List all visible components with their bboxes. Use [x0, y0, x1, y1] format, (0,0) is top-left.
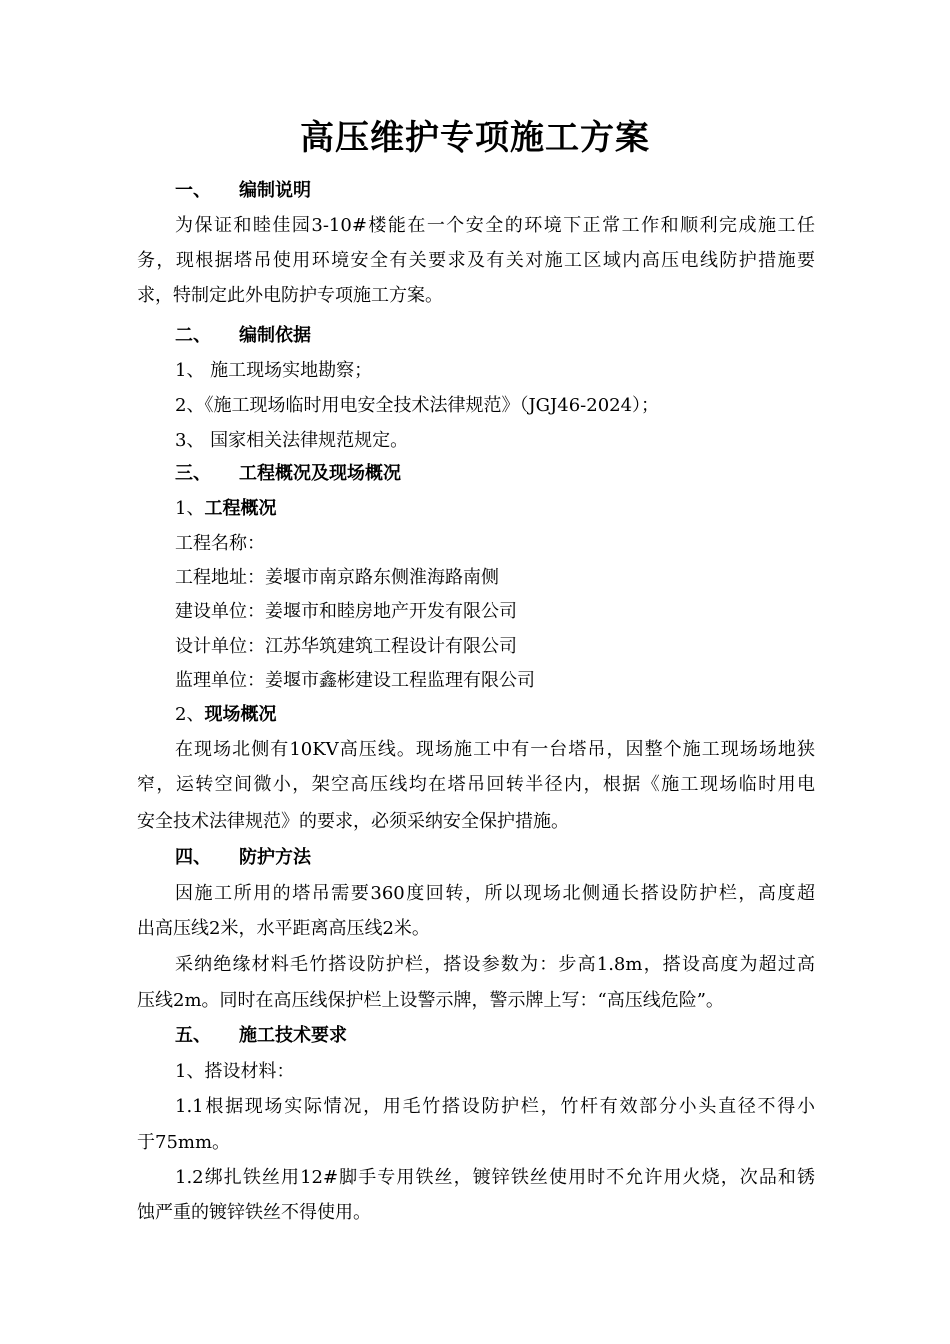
paragraph-line: 于75mm。: [137, 1132, 231, 1153]
paragraph-line: 安全技术法律规范》的要求，必须采纳安全保护措施。: [137, 811, 569, 832]
paragraph-line: 1.1根据现场实际情况，用毛竹搭设防护栏，竹杆有效部分小头直径不得小: [175, 1096, 815, 1117]
subsection-title: 现场概况: [204, 704, 277, 725]
subsection-number: 1、: [175, 498, 205, 519]
paragraph-line: 因施工所用的塔吊需要360度回转，所以现场北侧通长搭设防护栏，高度超: [175, 883, 815, 904]
paragraph-line: 在现场北侧有10KV高压线。现场施工中有一台塔吊，因整个施工现场场地狭: [175, 739, 815, 760]
list-item: 2、《施工现场临时用电安全技术法律规范》（JGJ46-2024）；: [175, 395, 660, 416]
section-5-number: 五、: [175, 1025, 211, 1046]
section-1-number: 一、: [175, 180, 211, 201]
paragraph-line: 为保证和睦佳园3-10#楼能在一个安全的环境下正常工作和顺利完成施工任: [175, 215, 815, 236]
info-line: 监理单位：姜堰市鑫彬建设工程监理有限公司: [175, 670, 535, 691]
paragraph-line: 蚀严重的镀锌铁丝不得使用。: [137, 1202, 371, 1223]
section-4-heading: [175, 841, 311, 875]
info-line: 设计单位：江苏华筑建筑工程设计有限公司: [175, 636, 517, 657]
section-2-title: 编制依据: [239, 325, 311, 346]
paragraph-line: 采纳绝缘材料毛竹搭设防护栏，搭设参数为：步高1.8m，搭设高度为超过高: [175, 954, 815, 975]
paragraph-line: 求，特制定此外电防护专项施工方案。: [137, 285, 443, 306]
subsection-heading: [175, 698, 276, 732]
list-item: 1、搭设材料：: [175, 1061, 295, 1082]
info-line: 工程名称：: [175, 533, 265, 554]
subsection-number: 2、: [175, 704, 205, 725]
info-line: 建设单位：姜堰市和睦房地产开发有限公司: [175, 601, 517, 622]
section-5-title: 施工技术要求: [239, 1025, 347, 1046]
document-title: 高压维护专项施工方案: [300, 118, 650, 158]
section-5-heading: [175, 1019, 347, 1053]
subsection-heading: [175, 492, 276, 526]
section-4-number: 四、: [175, 847, 211, 868]
paragraph-line: 务，现根据塔吊使用环境安全有关要求及有关对施工区域内高压电线防护措施要: [137, 250, 815, 271]
paragraph-line: 出高压线2米，水平距离高压线2米。: [137, 918, 430, 939]
section-4-title: 防护方法: [239, 847, 311, 868]
section-1-title: 编制说明: [239, 180, 311, 201]
paragraph-line: 窄，运转空间微小，架空高压线均在塔吊回转半径内，根据《施工现场临时用电: [137, 774, 815, 795]
info-line: 工程地址：姜堰市南京路东侧淮海路南侧: [175, 567, 499, 588]
section-2-number: 二、: [175, 325, 211, 346]
subsection-title: 工程概况: [204, 498, 277, 519]
section-3-title: 工程概况及现场概况: [239, 463, 401, 484]
paragraph-line: 压线2m。同时在高压线保护栏上设警示牌，警示牌上写：“高压线危险”。: [137, 990, 724, 1011]
section-3-number: 三、: [175, 463, 211, 484]
section-1-heading: [175, 174, 311, 208]
list-item: 1、 施工现场实地勘察；: [175, 360, 373, 381]
section-2-heading: [175, 319, 311, 353]
list-item: 3、 国家相关法律规范规定。: [175, 430, 409, 451]
section-3-heading: [175, 457, 401, 491]
paragraph-line: 1.2绑扎铁丝用12#脚手专用铁丝，镀锌铁丝使用时不允许用火烧，次品和锈: [175, 1167, 815, 1188]
